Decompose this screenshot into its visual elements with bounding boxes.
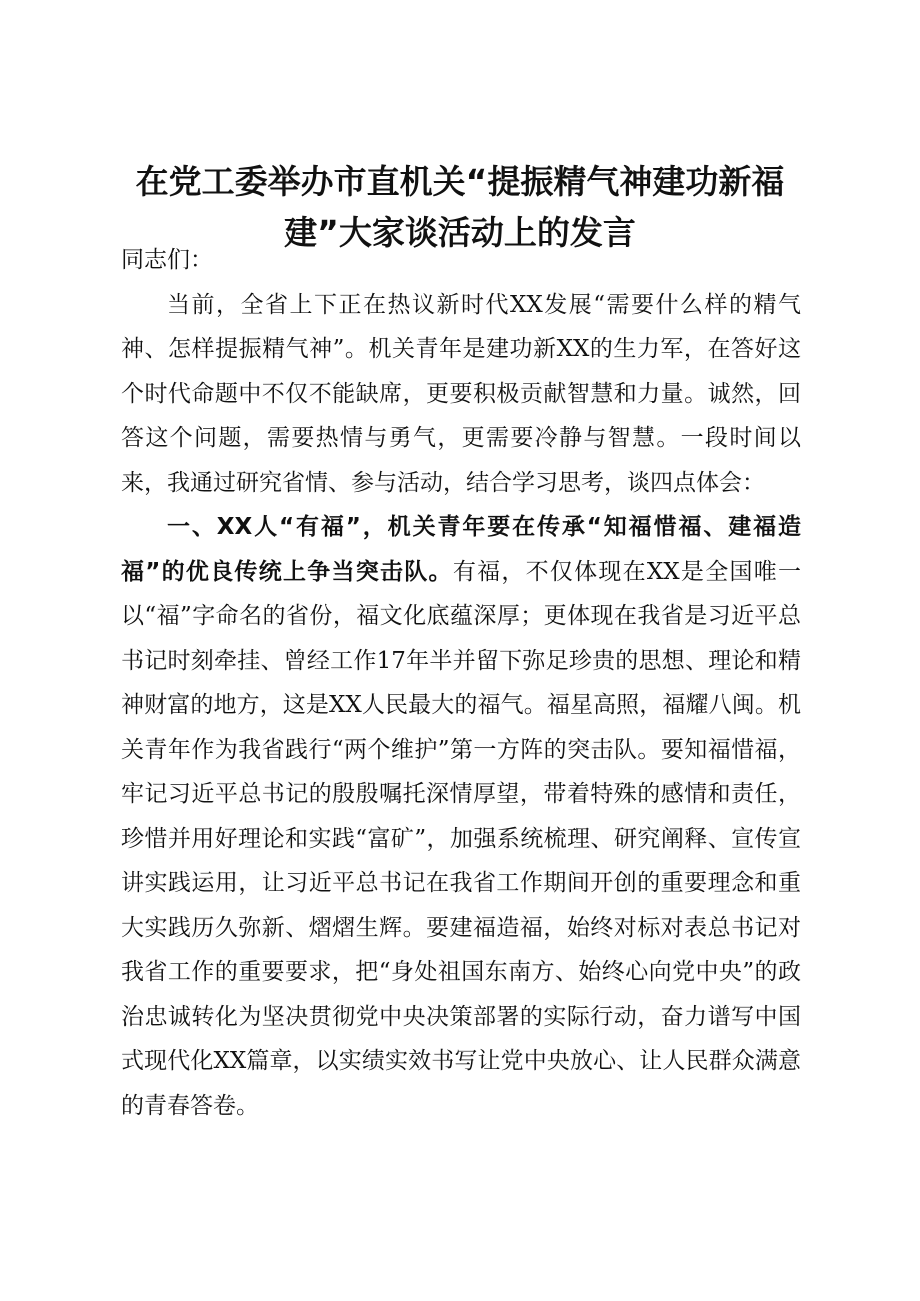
section-1-paragraph — [121, 505, 801, 1128]
section-1-body: 有福，不仅体现在XX是全国唯一以“福”字命名的省份，福文化底蕴深厚；更体现在我省是习近平总书记时刻牵挂、曾经工作17年半并留下弥足珍贵的思想、理论和精神财富的地方，这是XX人民最大的福气。福星高照，福耀八闽。机关青年作为我省践行“两个维护”第一方阵的突击队。要知福惜福，牢记习近平总书记的殷殷嘱托深情厚望，带着特殊的感情和责任，珍惜并用好理论和实践“富矿”，加强系统梳理、研究阐释、宣传宣讲实践运用，让习近平总书记在我省工作期间开创的重要理念和重大实践历久弥新、熠熠生辉。要建福造福，始终对标对表总书记对我省工作的重要要求，把“身处祖国东南方、始终心向党中央”的政治忠诚转化为坚决贯彻党中央决策部署的实际行动，奋力谱写中国式现代化XX篇章，以实绩实效书写让党中央放心、让人民群众满意的青春答卷。 — [121, 558, 801, 1119]
document-title: 在党工委举办市直机关“提振精气神建功新福建”大家谈活动上的发言 — [135, 162, 785, 252]
section-1-heading: 一、XX人“有福”，机关青年要在传承“知福惜福、建福造福”的优良传统上争当突击队。 — [121, 514, 801, 585]
document-body — [121, 238, 801, 1128]
intro-paragraph: 当前，全省上下正在热议新时代XX发展“需要什么样的精气神、怎样提振精气神”。机关青年是建功新XX的生力军，在答好这个时代命题中不仅不能缺席，更要积极贡献智慧和力量。诚然，回答这个问题，需要热情与勇气，更需要冷静与智慧。一段时间以来，我通过研究省情、参与活动，结合学习思考，谈四点体会： — [121, 291, 801, 496]
salutation: 同志们： — [121, 247, 213, 273]
